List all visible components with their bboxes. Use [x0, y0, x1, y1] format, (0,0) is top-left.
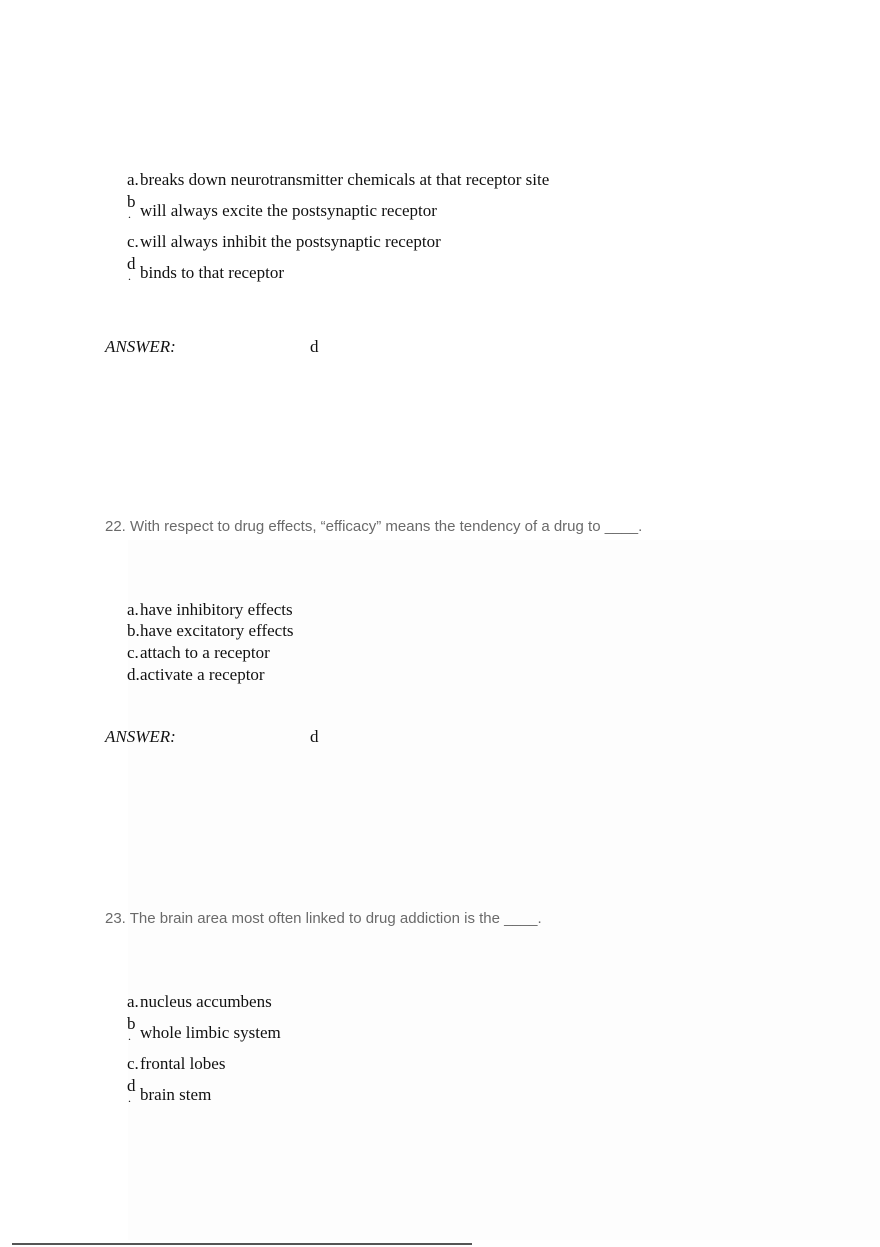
- option-letter-dot: .: [128, 207, 131, 221]
- option-text: will always excite the postsynaptic receptor: [140, 201, 437, 220]
- q23-option-a: [127, 992, 272, 1012]
- option-letter: d: [127, 1076, 136, 1095]
- option-text: attach to a receptor: [140, 643, 270, 662]
- q22-answer-value: d: [310, 727, 319, 746]
- option-letter: b.: [127, 621, 140, 640]
- q21-answer-label: ANSWER:: [105, 337, 176, 356]
- option-letter: c.: [127, 1054, 139, 1073]
- option-text: whole limbic system: [140, 1023, 281, 1042]
- q22-answer-label: ANSWER:: [105, 727, 176, 746]
- q21-answer-value: d: [310, 337, 319, 356]
- option-text: activate a receptor: [140, 665, 265, 684]
- option-text: frontal lobes: [140, 1054, 226, 1073]
- q22-option-b: [127, 621, 294, 641]
- option-letter-dot: .: [128, 1029, 131, 1043]
- q21-option-a: [127, 170, 549, 190]
- footer-divider: [12, 1243, 472, 1245]
- option-letter: c.: [127, 232, 139, 251]
- option-letter: a.: [127, 992, 139, 1011]
- option-letter: a.: [127, 170, 139, 189]
- option-letter: b: [127, 192, 136, 211]
- q22-option-c: [127, 643, 270, 663]
- option-letter-dot: .: [128, 1091, 131, 1105]
- q22-option-a: [127, 600, 293, 620]
- option-text: breaks down neurotransmitter chemicals at that receptor site: [140, 170, 550, 189]
- option-text: binds to that receptor: [140, 263, 284, 282]
- option-letter: c.: [127, 643, 139, 662]
- option-letter: a.: [127, 600, 139, 619]
- q21-option-c: [127, 232, 441, 252]
- q23-question-text: 23. The brain area most often linked to drug addiction is the ____.: [105, 910, 542, 927]
- q22-option-d: [127, 665, 265, 685]
- option-text: have excitatory effects: [140, 621, 294, 640]
- option-text: brain stem: [140, 1085, 212, 1104]
- option-text: have inhibitory effects: [140, 600, 293, 619]
- option-letter: d: [127, 254, 136, 273]
- option-text: will always inhibit the postsynaptic receptor: [140, 232, 441, 251]
- option-text: nucleus accumbens: [140, 992, 272, 1011]
- option-letter-dot: .: [128, 269, 131, 283]
- q23-option-c: [127, 1054, 225, 1074]
- option-letter: b: [127, 1014, 136, 1033]
- q22-question-text: 22. With respect to drug effects, “efficacy” means the tendency of a drug to ____.: [105, 518, 643, 535]
- option-letter: d.: [127, 665, 140, 684]
